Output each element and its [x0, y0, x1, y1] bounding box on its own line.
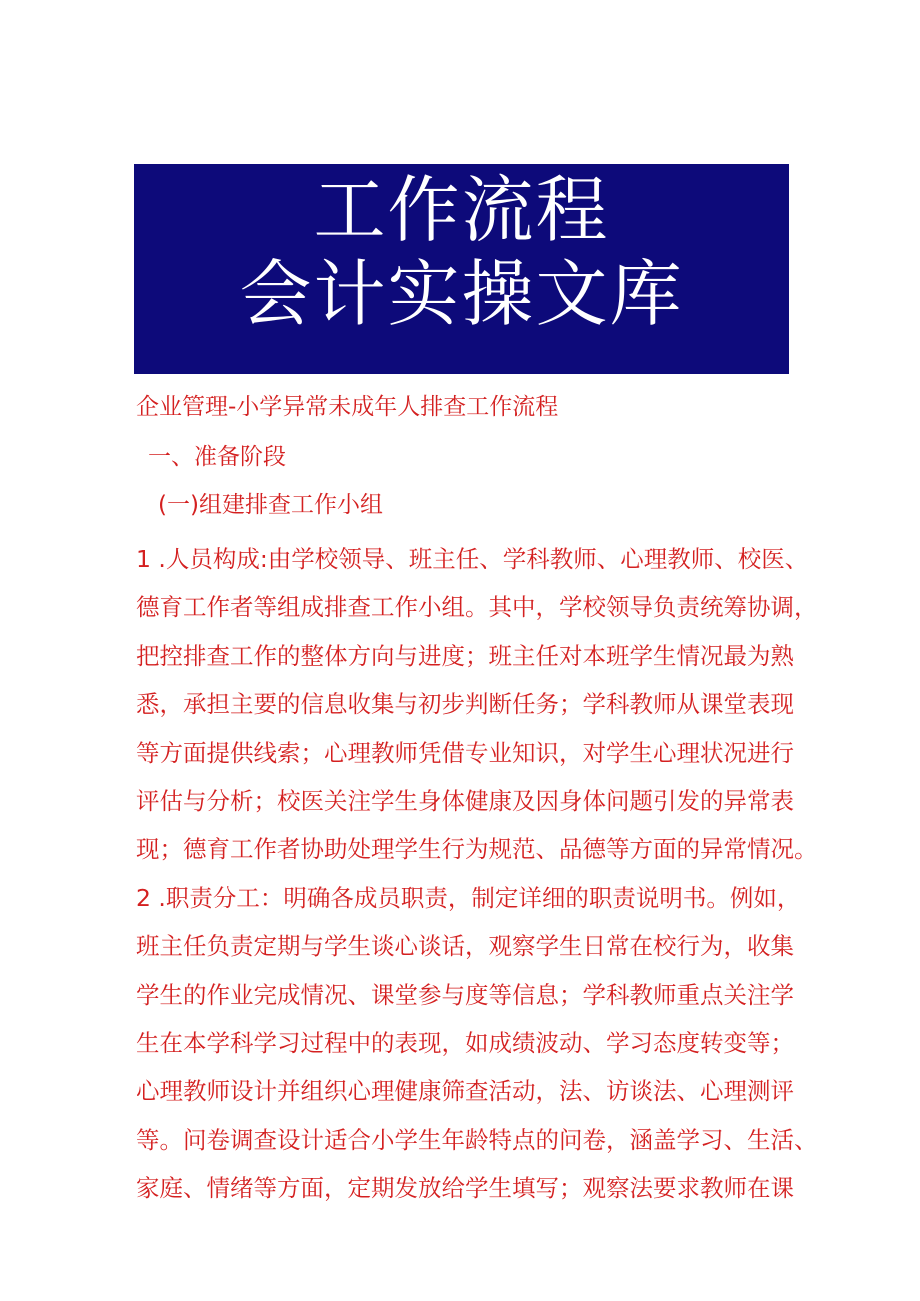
body-line: 学生的作业完成情况、课堂参与度等信息；学科教师重点关注学: [136, 980, 794, 1009]
body-paragraphs: [136, 535, 818, 1213]
banner-title-line-1: 工作流程: [313, 168, 610, 252]
document-title: 企业管理-小学异常未成年人排查工作流程: [136, 394, 559, 420]
title-banner: [134, 164, 789, 374]
body-line: 班主任负责定期与学生谈心谈话，观察学生日常在校行为，收集: [136, 932, 794, 961]
body-line: 1 .人员构成:由学校领导、班主任、学科教师、心理教师、校医、: [136, 545, 809, 573]
body-line: 评估与分析；校医关注学生身体健康及因身体问题引发的异常表: [136, 787, 794, 816]
body-line: 2 .职责分工：明确各成员职责，制定详细的职责说明书。例如，: [136, 883, 801, 912]
body-line: 等方面提供线索；心理教师凭借专业知识，对学生心理状况进行: [136, 738, 794, 767]
body-line: 生在本学科学习过程中的表现，如成绩波动、学习态度转变等；: [136, 1029, 794, 1058]
body-line: 德育工作者等组成排查工作小组。其中，学校领导负责统筹协调，: [136, 593, 818, 622]
body-line: 现；德育工作者协助处理学生行为规范、品德等方面的异常情况。: [136, 835, 818, 864]
body-line: 悉，承担主要的信息收集与初步判断任务；学科教师从课堂表现: [136, 690, 794, 719]
subsection-heading: (一)组建排查工作小组: [158, 492, 383, 518]
body-line: 家庭、情绪等方面，定期发放给学生填写；观察法要求教师在课: [136, 1174, 794, 1203]
banner-title-line-2: 会计实操文库: [239, 252, 684, 336]
section-heading: 一、准备阶段: [148, 444, 286, 470]
body-line: 心理教师设计并组织心理健康筛查活动，法、访谈法、心理测评: [136, 1077, 794, 1106]
body-line: 等。问卷调查设计适合小学生年龄特点的问卷，涵盖学习、生活、: [136, 1125, 818, 1154]
body-line: 把控排查工作的整体方向与进度；班主任对本班学生情况最为熟: [136, 641, 794, 670]
